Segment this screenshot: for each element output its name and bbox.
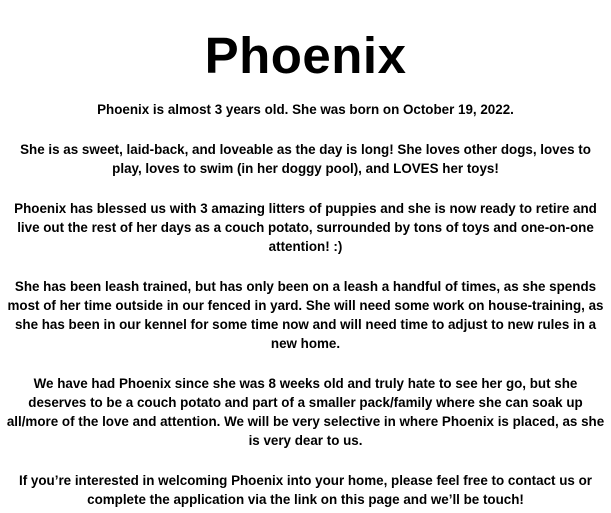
paragraph-age: Phoenix is almost 3 years old. She was born on October 19, 2022. bbox=[97, 102, 514, 117]
page-title: Phoenix bbox=[204, 27, 407, 84]
paragraph-training: She has been leash trained, but has only been on a leash a handful of times, as she spends most of her time outside in our fenced in yard. She will need some work on house-training, as she has been in our kennel for some time now and will need time to adjust to new rules in a new home. bbox=[7, 279, 604, 351]
paragraph-personality: She is as sweet, laid-back, and loveable as the day is long! She loves other dogs, loves to play, loves to swim (in her doggy pool), and LOVES her toys! bbox=[20, 142, 591, 176]
paragraph-contact: If you’re interested in welcoming Phoenix into your home, please feel free to contact us or complete the application via the link on this page and we’ll be touch! bbox=[19, 473, 592, 507]
paragraph-retirement: Phoenix has blessed us with 3 amazing litters of puppies and she is now ready to retire and live out the rest of her days as a couch potato, surrounded by tons of toys and one-on-one attention! :) bbox=[14, 201, 597, 254]
paragraph-placement: We have had Phoenix since she was 8 weeks old and truly hate to see her go, but she deserves to be a couch potato and part of a smaller pack/family where she can soak up all/more of the love and attention. We will be very selective in where Phoenix is placed, as she is very dear to us. bbox=[6, 376, 605, 448]
